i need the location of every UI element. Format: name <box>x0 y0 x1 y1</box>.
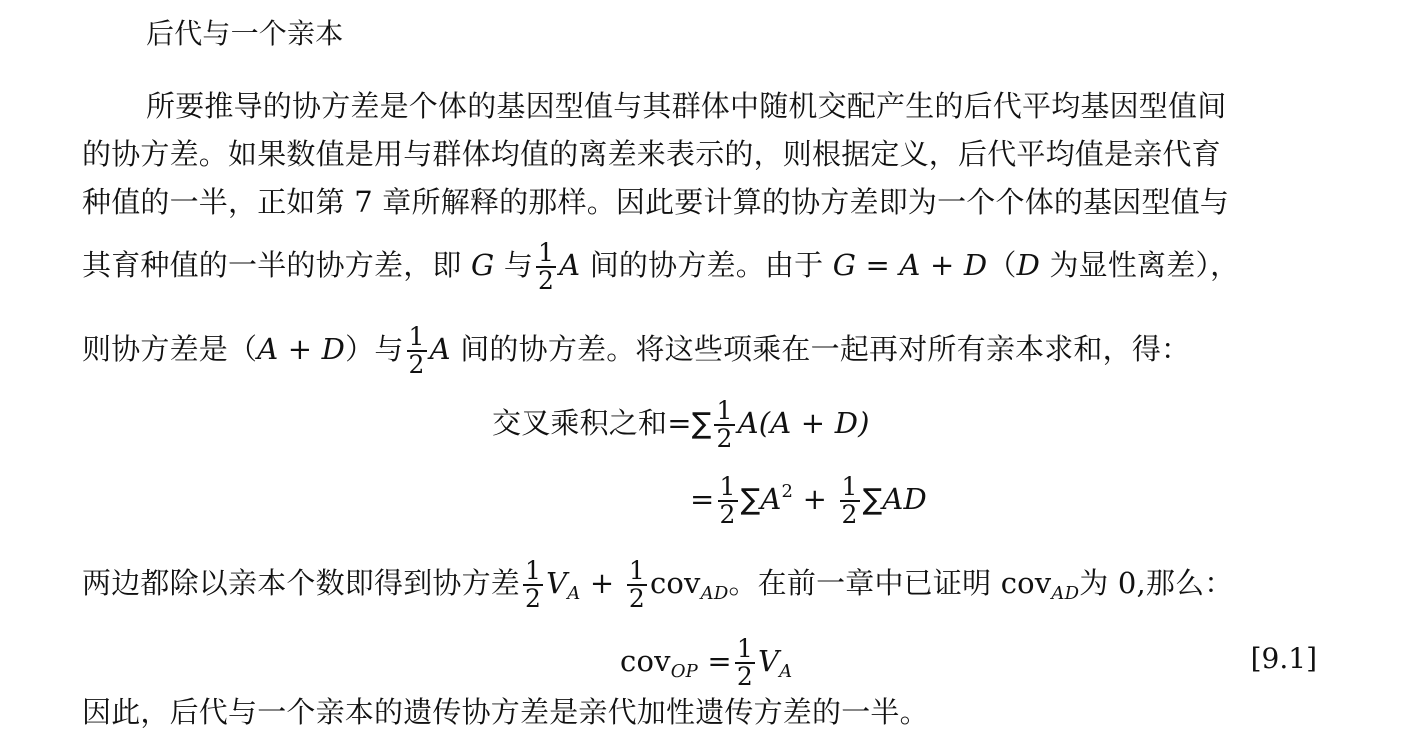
equals-sign: = <box>690 482 715 516</box>
symbol-D: D <box>1016 248 1041 282</box>
paragraph-line-with-fraction <box>82 240 1239 294</box>
fraction-half: $\frac{1}{2}$ <box>716 396 733 453</box>
expression: A + D <box>257 332 346 366</box>
cov-symbol: cov <box>649 566 701 600</box>
section-heading: 后代与一个亲本 <box>146 17 344 50</box>
text-run: 其育种值的一半的协方差，即 <box>82 248 472 282</box>
subscript: AD <box>700 583 729 604</box>
equation-term: A(A + D) <box>737 406 870 440</box>
fraction-half: $\frac{1}{2}$ <box>538 238 555 295</box>
sigma-symbol: ∑ <box>862 482 883 516</box>
text-run: 。在前一章中已证明 <box>728 566 1001 600</box>
paragraph-line-with-fraction <box>82 558 1234 612</box>
equation-9-1 <box>620 636 792 690</box>
text-run: 间的协方差。将这些项乘在一起再对所有亲本求和，得： <box>450 332 1191 366</box>
subscript: OP <box>670 661 698 682</box>
plus-sign: + <box>580 566 624 600</box>
symbol-A: A <box>429 332 451 366</box>
superscript: 2 <box>781 481 794 502</box>
conclusion-line: 因此，后代与一个亲本的遗传协方差是亲代加性遗传方差的一半。 <box>82 695 929 729</box>
paragraph-line: 种值的一半，正如第 7 章所解释的那样。因此要计算的协方差即为一个个体的基因型值与 <box>82 185 1230 219</box>
variance-symbol: V <box>758 644 780 678</box>
plus-sign: + <box>793 482 837 516</box>
equation-line-1 <box>492 398 870 452</box>
sigma-symbol: ∑ <box>691 406 712 440</box>
cov-symbol: cov <box>1000 566 1052 600</box>
equation-lhs: 交叉乘积之和 <box>492 406 668 440</box>
paragraph-line: 所要推导的协方差是个体的基因型值与其群体中随机交配产生的后代平均基因型值间 <box>146 89 1227 123</box>
text-run: 则协方差是（ <box>82 332 258 366</box>
fraction-half: $\frac{1}{2}$ <box>628 556 645 613</box>
equals-sign: = <box>667 406 692 440</box>
text-run: 与 <box>494 248 534 282</box>
text-run: ）与 <box>345 332 404 366</box>
text-run: 为 0,那么： <box>1079 566 1234 600</box>
equation-term: AD <box>882 482 927 516</box>
equation-term: A <box>760 482 782 516</box>
subscript: A <box>567 583 581 604</box>
symbol-G: G <box>471 248 495 282</box>
expression: G = A + D <box>832 248 988 282</box>
text-run: 两边都除以亲本个数即得到协方差 <box>82 566 521 600</box>
fraction-half: $\frac{1}{2}$ <box>525 556 542 613</box>
subscript: A <box>779 661 793 682</box>
subscript: AD <box>1051 583 1080 604</box>
equals-sign: = <box>707 644 732 678</box>
sigma-symbol: ∑ <box>740 482 761 516</box>
fraction-half: $\frac{1}{2}$ <box>719 472 736 529</box>
variance-symbol: V <box>546 566 568 600</box>
cov-symbol: cov <box>620 644 671 678</box>
text-run: 间的协方差。由于 <box>580 248 833 282</box>
fraction-half: $\frac{1}{2}$ <box>841 472 858 529</box>
paragraph-line: 的协方差。如果数值是用与群体均值的离差来表示的，则根据定义，后代平均值是亲代育 <box>82 137 1221 171</box>
symbol-A: A <box>559 248 581 282</box>
equation-number: [9.1] <box>1250 642 1317 675</box>
text-run: （ <box>987 248 1017 282</box>
text-run: 为显性离差）， <box>1040 248 1240 282</box>
paragraph-line-with-fraction <box>82 324 1190 378</box>
fraction-half: $\frac{1}{2}$ <box>408 322 425 379</box>
equation-line-2 <box>690 474 927 528</box>
fraction-half: $\frac{1}{2}$ <box>736 634 753 691</box>
